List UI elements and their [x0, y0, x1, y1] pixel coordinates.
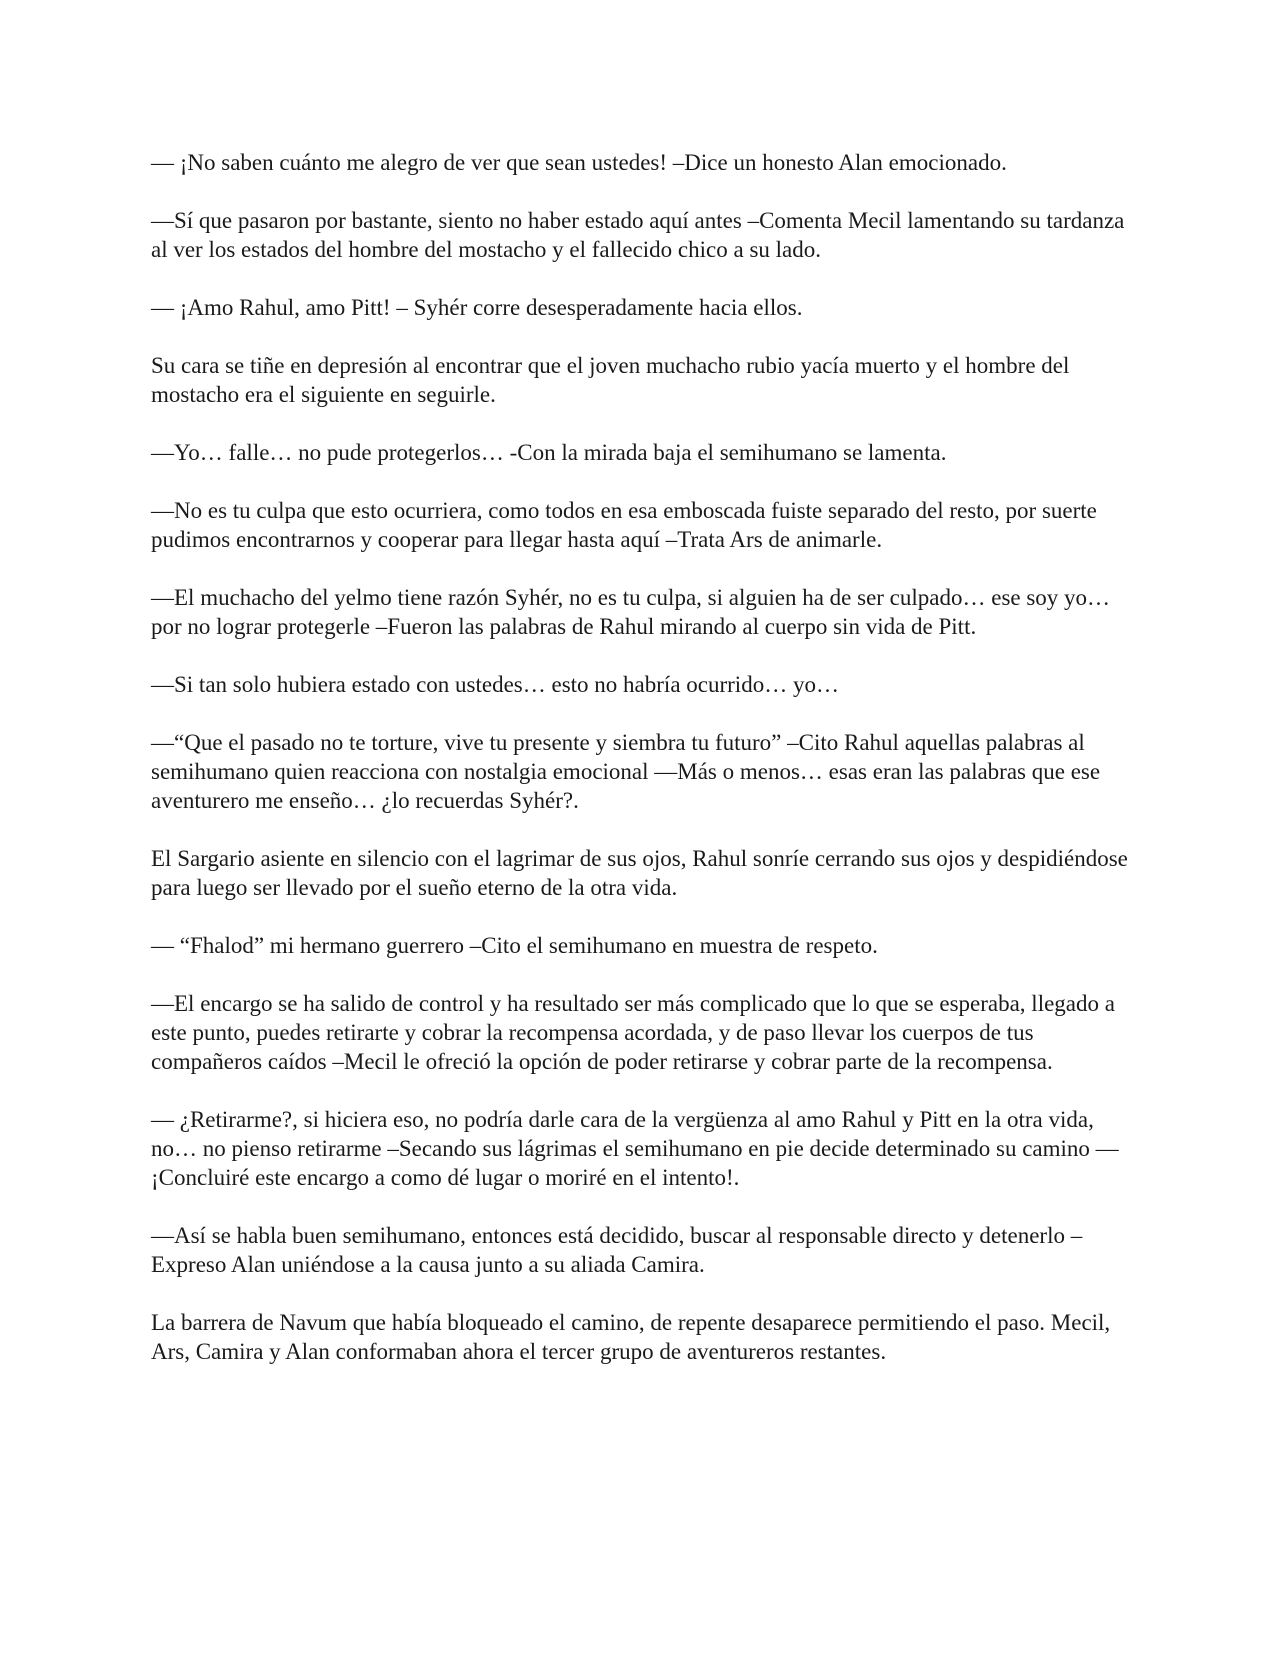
paragraph: —El muchacho del yelmo tiene razón Syhér, no es tu culpa, si alguien ha de ser culpado… ese soy yo… por no lograr protegerle –Fueron las palabras de Rahul mirando al cuerpo sin vida de Pitt.	[151, 585, 1111, 639]
paragraph: —Si tan solo hubiera estado con ustedes… esto no habría ocurrido… yo…	[151, 672, 839, 697]
paragraph: —No es tu culpa que esto ocurriera, como todos en esa emboscada fuiste separado del resto, por suerte pudimos encontrarnos y cooperar para llegar hasta aquí –Trata Ars de animarle.	[151, 498, 1097, 552]
paragraph: — ¡No saben cuánto me alegro de ver que sean ustedes! –Dice un honesto Alan emocionado.	[151, 150, 1007, 175]
paragraph: —El encargo se ha salido de control y ha resultado ser más complicado que lo que se esperaba, llegado a este punto, puedes retirarte y cobrar la recompensa acordada, y de paso llevar los cuerpos de tus compañeros caídos –Mecil le ofreció la opción de poder retirarse y cobrar parte de la recompensa.	[151, 991, 1115, 1074]
paragraph: — “Fhalod” mi hermano guerrero –Cito el semihumano en muestra de respeto.	[151, 933, 878, 958]
paragraph: —“Que el pasado no te torture, vive tu presente y siembra tu futuro” –Cito Rahul aquellas palabras al semihumano quien reacciona con nostalgia emocional —Más o menos… esas eran las palabras que ese aventurero me enseño… ¿lo recuerdas Syhér?.	[151, 730, 1101, 813]
paragraph: Su cara se tiñe en depresión al encontrar que el joven muchacho rubio yacía muerto y el hombre del mostacho era el siguiente en seguirle.	[151, 353, 1070, 407]
document-body	[151, 148, 1136, 1395]
paragraph: — ¿Retirarme?, si hiciera eso, no podría darle cara de la vergüenza al amo Rahul y Pitt en la otra vida, no… no pienso retirarme –Secando sus lágrimas el semihumano en pie decide determinado su camino — ¡Concluiré este encargo a como dé lugar o moriré en el intento!.	[151, 1107, 1119, 1190]
paragraph: —Sí que pasaron por bastante, siento no haber estado aquí antes –Comenta Mecil lamentando su tardanza al ver los estados del hombre del mostacho y el fallecido chico a su lado.	[151, 208, 1125, 262]
paragraph: —Yo… falle… no pude protegerlos… -Con la mirada baja el semihumano se lamenta.	[151, 440, 947, 465]
paragraph: La barrera de Navum que había bloqueado el camino, de repente desaparece permitiendo el paso. Mecil, Ars, Camira y Alan conformaban ahora el tercer grupo de aventureros restantes.	[151, 1310, 1111, 1364]
paragraph: —Así se habla buen semihumano, entonces está decidido, buscar al responsable directo y detenerlo –Expreso Alan uniéndose a la causa junto a su aliada Camira.	[151, 1223, 1083, 1277]
paragraph: — ¡Amo Rahul, amo Pitt! – Syhér corre desesperadamente hacia ellos.	[151, 295, 803, 320]
paragraph: El Sargario asiente en silencio con el lagrimar de sus ojos, Rahul sonríe cerrando sus ojos y despidiéndose para luego ser llevado por el sueño eterno de la otra vida.	[151, 846, 1128, 900]
